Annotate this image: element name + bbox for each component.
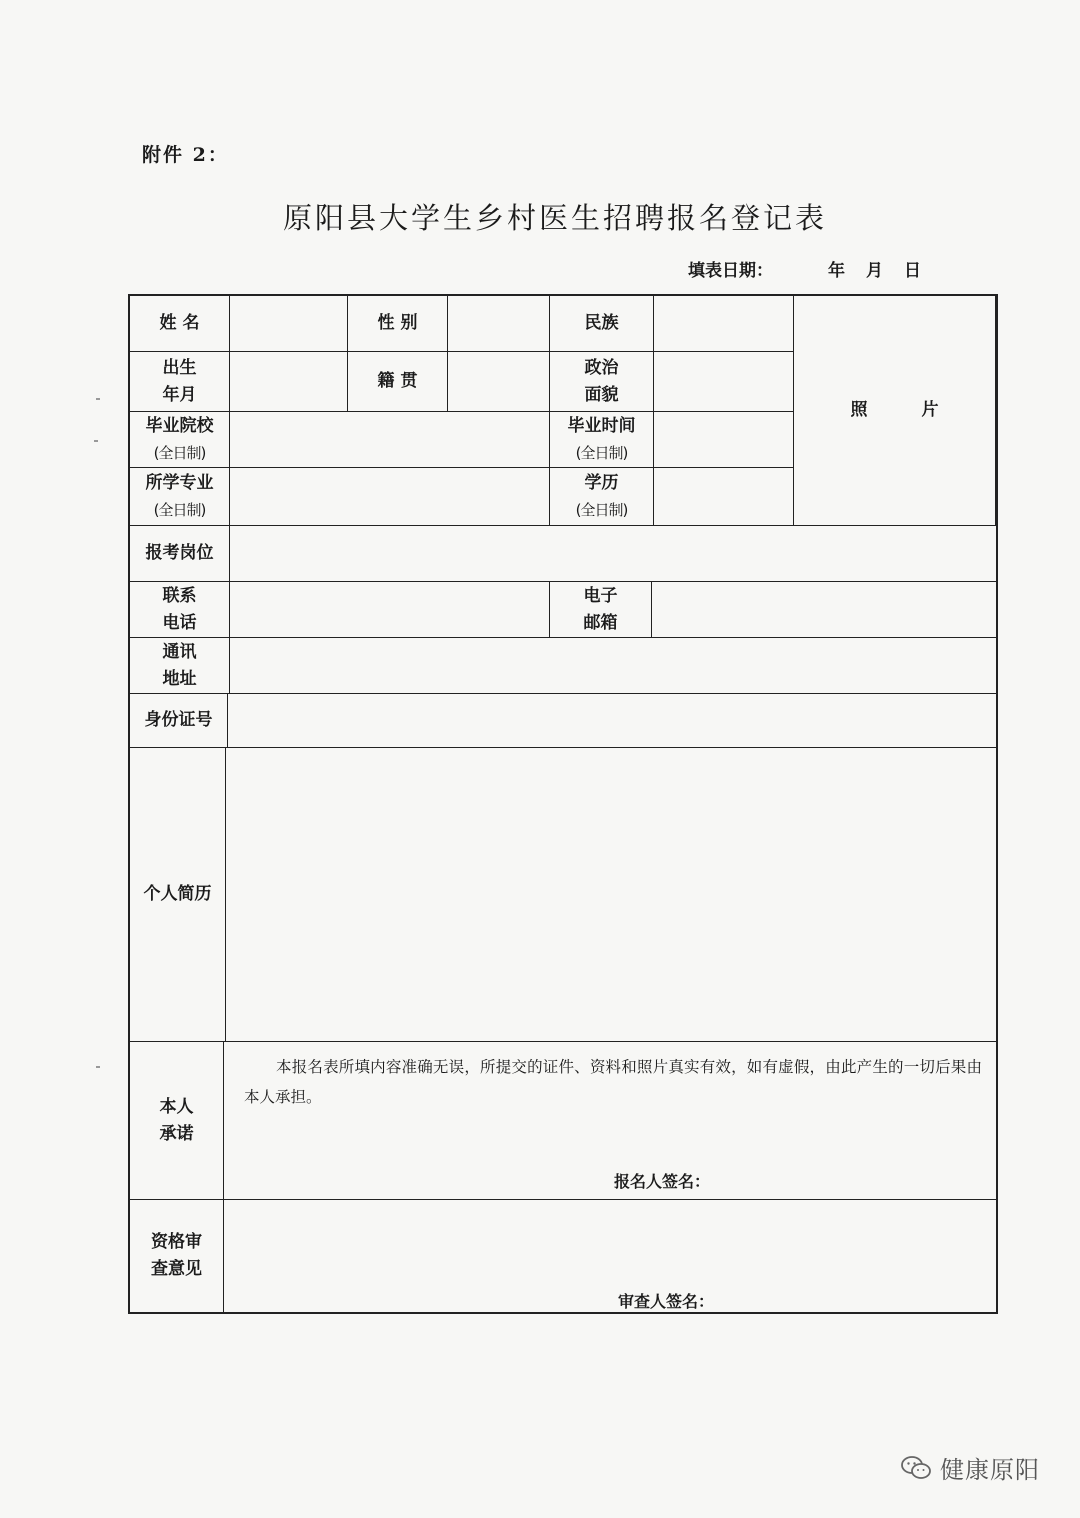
form-title: 原阳县大学生乡村医生招聘报名登记表: [282, 201, 827, 235]
watermark-text: 健康原阳: [940, 1456, 1040, 1484]
birth-label: 出生 年月: [130, 352, 230, 412]
political-field[interactable]: [654, 352, 794, 412]
resume-field[interactable]: [226, 748, 996, 1042]
review-label: 资格审 查意见: [130, 1200, 224, 1312]
reviewer-sign-label: 审查人签名：: [618, 1292, 715, 1311]
major-field[interactable]: [230, 468, 550, 526]
photo-label: 照 片: [850, 400, 963, 420]
applicant-sign-label: 报名人签名：: [614, 1172, 711, 1191]
birth-field[interactable]: [230, 352, 348, 412]
scan-mark: [94, 440, 98, 442]
photo-box[interactable]: [794, 296, 996, 526]
name-label: 姓 名: [130, 296, 230, 352]
education-label: 学历 (全日制): [550, 468, 654, 526]
phone-field[interactable]: [230, 582, 550, 638]
ethnicity-field[interactable]: [654, 296, 794, 352]
email-field[interactable]: [652, 582, 996, 638]
fill-date-year: 年: [828, 261, 845, 281]
phone-label: 联系 电话: [130, 582, 230, 638]
address-field[interactable]: [230, 638, 996, 694]
fill-date-month: 月: [866, 261, 883, 281]
id-number-field[interactable]: [228, 694, 996, 748]
email-label: 电子 邮箱: [550, 582, 652, 638]
grad-time-label: 毕业时间 (全日制): [550, 412, 654, 468]
wechat-icon: [900, 1454, 932, 1482]
gender-field[interactable]: [448, 296, 550, 352]
watermark: [900, 1450, 1040, 1485]
native-place-field[interactable]: [448, 352, 550, 412]
position-field[interactable]: [230, 526, 996, 582]
grad-time-field[interactable]: [654, 412, 794, 468]
major-label: 所学专业 (全日制): [130, 468, 230, 526]
pledge-label: 本人 承诺: [130, 1042, 224, 1200]
political-label: 政治 面貌: [550, 352, 654, 412]
ethnicity-label: 民族: [550, 296, 654, 352]
fill-date-day: 日: [904, 261, 921, 281]
school-field[interactable]: [230, 412, 550, 468]
gender-label: 性 别: [348, 296, 448, 352]
position-label: 报考岗位: [130, 526, 230, 582]
scan-mark: [96, 398, 100, 400]
resume-label: 个人简历: [130, 748, 226, 1042]
review-box[interactable]: [224, 1200, 996, 1312]
school-label: 毕业院校 (全日制): [130, 412, 230, 468]
education-field[interactable]: [654, 468, 794, 526]
registration-form: [128, 294, 998, 1314]
attachment-label: 附件 2：: [142, 144, 229, 166]
pledge-text: 本报名表所填内容准确无误，所提交的证件、资料和照片真实有效，如有虚假，由此产生的一切后果由本人承担。: [244, 1058, 982, 1106]
pledge-box: [224, 1042, 996, 1200]
native-place-label: 籍 贯: [348, 352, 448, 412]
name-field[interactable]: [230, 296, 348, 352]
fill-date-label: 填表日期：: [688, 261, 773, 281]
address-label: 通讯 地址: [130, 638, 230, 694]
id-number-label: 身份证号: [130, 694, 228, 748]
scan-mark: [96, 1066, 100, 1068]
